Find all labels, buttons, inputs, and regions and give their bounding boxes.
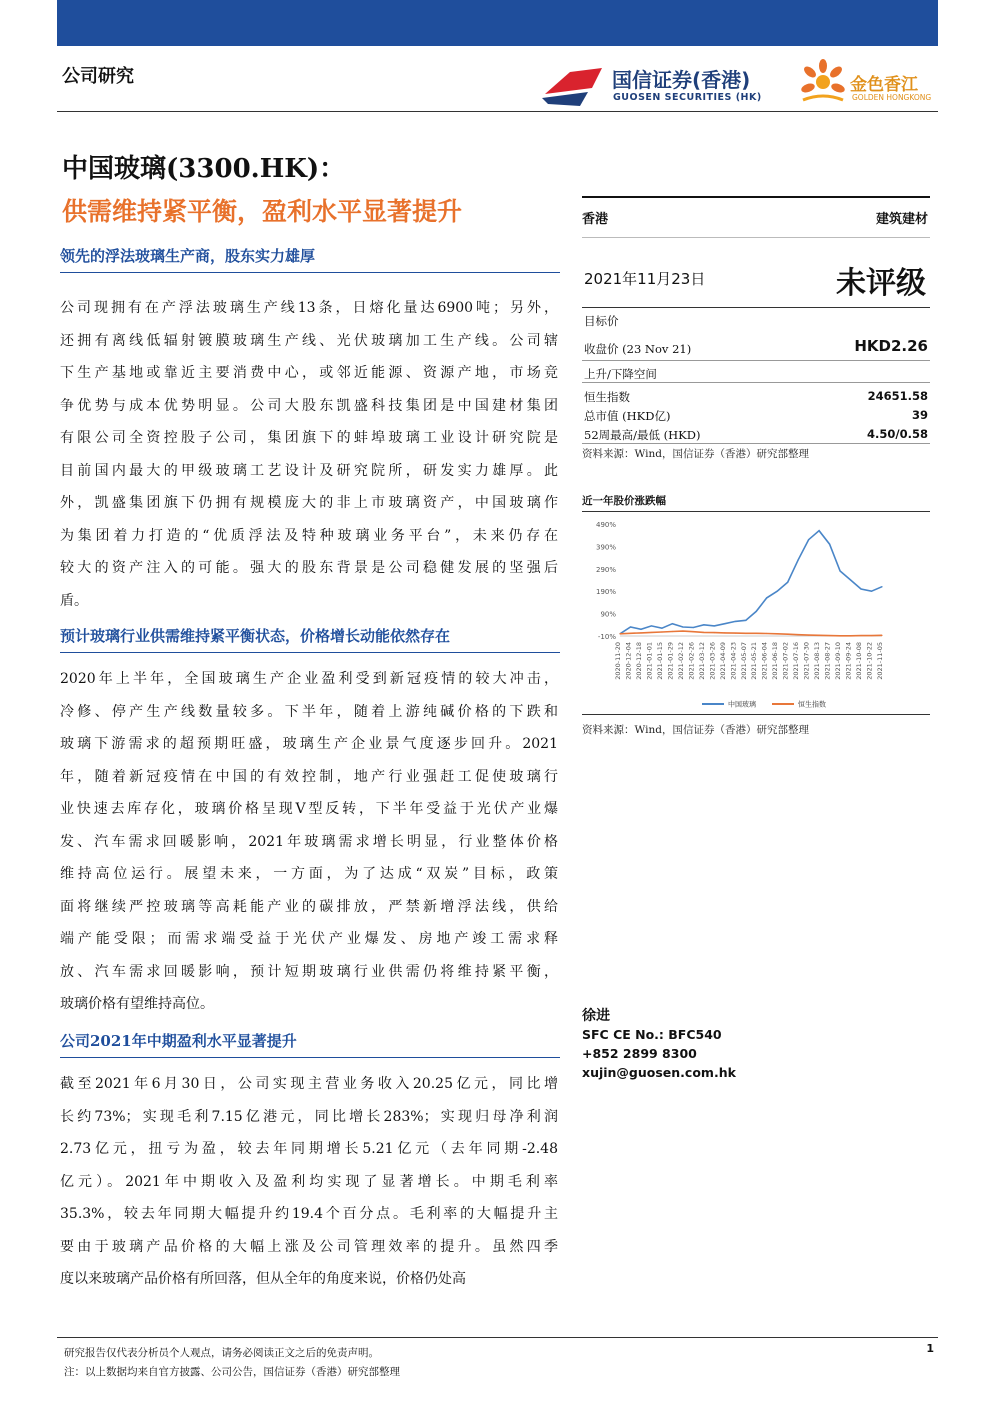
data-point — [777, 591, 778, 592]
analyst-sfc: SFC CE No.: BFC540 — [582, 1027, 722, 1042]
data-point — [819, 530, 820, 531]
data-point — [682, 630, 683, 631]
x-tick-label: 2021-04-09 — [718, 642, 727, 680]
data-point — [672, 631, 673, 632]
data-point — [714, 625, 715, 626]
data-point — [735, 621, 736, 622]
x-tick-label: 2021-11-05 — [876, 642, 884, 680]
data-point — [703, 632, 704, 633]
footer-disclaimer: 研究报告仅代表分析员个人观点，请务必阅读正文之后的免责声明。 — [64, 1347, 379, 1359]
data-point — [661, 628, 662, 629]
sidebar-rule — [582, 237, 930, 238]
x-tick-label: 2020-12-18 — [634, 642, 643, 680]
data-point — [777, 633, 778, 634]
section-body-2: 2020年上半年，全国玻璃生产企业盈利受到新冠疫情的较大冲击， 冷修、停产生产线数量较多。下半年，随着上游纯碱价格的下跌和 玻璃下游需求的超预期旺盛，玻璃生产企业景气度逐步回升。2021 年，随着新冠疫情在中国的有效控制，地产行业强赶工促使玻璃行 业快速去库存化，玻璃价格呈现V型反转，下半年受益于光伏产业爆 发、汽车需求回暖影响，2021年玻璃需求增长明显，行业整体价格 维持高位运行。展望未来，一方面，为了达成“双炭”目标，政策 面将继续严控玻璃等高耗能产业的碳排放，严禁新增浮法线，供给 端产能受限；而需求端受益于光伏产业爆发、房地产竣工需求释 放、汽车需求回暖影响，预计短期玻璃行业供需仍将维持紧平衡， 玻璃价格有望维持高位。 — [60, 671, 558, 1012]
x-tick-label: 2021-02-26 — [687, 642, 696, 680]
section-label: 公司研究 — [62, 66, 134, 87]
data-point — [630, 633, 631, 634]
section-body-1: 公司现拥有在产浮法玻璃生产线13条，日熔化量达6900吨；另外， 还拥有离线低辐射镀膜玻璃生产线、光伏玻璃加工生产线。公司辖 下生产基地或靠近主要消费中心，或邻近能源、资源产地，市场竞 争优势与成本优势明显。公司大股东凯盛科技集团是中国建材集团 有限公司全资控股子公司，集团旗下的蚌埠玻璃工业设计研究院是 目前国内最大的甲级玻璃工艺设计及研究院所，研发实力雄厚。此 外，凯盛集团旗下仍拥有规模庞大的非上市玻璃资产，中国玻璃作 为集团着力打造的“优质浮法及特种玻璃业务平台”，未来仍存在 较大的资产注入的可能。强大的股东背景是公司稳健发展的坚强后 盾。 — [60, 300, 558, 609]
x-tick-label: 2021-01-15 — [655, 642, 664, 680]
footer-note: 注：以上数据均来自官方披露、公司公告，国信证券（香港）研究部整理 — [64, 1366, 400, 1378]
data-point — [860, 588, 861, 589]
report-date: 2021年11月23日 — [584, 270, 706, 288]
y-tick-label: 490% — [595, 521, 616, 529]
data-point — [693, 627, 694, 628]
x-tick-label: 2021-08-13 — [813, 642, 822, 680]
kv-hsi: 恒生指数 24651.58 — [584, 389, 928, 404]
section-heading-3: 公司2021年中期盈利水平显著提升 — [60, 1030, 560, 1058]
x-tick-label: 2021-02-12 — [676, 642, 685, 680]
kv-52w-range: 52周最高/最低 (HKD) 4.50/0.58 — [582, 424, 930, 444]
data-point — [703, 624, 704, 625]
x-tick-label: 2021-06-04 — [760, 642, 769, 680]
data-point — [693, 631, 694, 632]
legend-label: 中国玻璃 — [728, 700, 756, 709]
data-point — [651, 625, 652, 626]
top-color-bar — [57, 0, 938, 46]
chart-top-rule — [582, 511, 930, 512]
data-point — [808, 635, 809, 636]
data-point — [881, 586, 882, 587]
data-point — [745, 633, 746, 634]
y-tick-label: 290% — [595, 565, 616, 574]
y-tick-label: 190% — [595, 588, 616, 597]
section-heading-1: 领先的浮法玻璃生产商，股东实力雄厚 — [60, 245, 560, 273]
kv-market-cap: 总市值 (HKD亿) 39 — [584, 408, 928, 423]
data-point — [735, 632, 736, 633]
x-tick-label: 2021-10-08 — [855, 642, 864, 680]
data-point — [860, 635, 861, 636]
x-tick-label: 2021-07-30 — [802, 642, 811, 680]
data-point — [766, 597, 767, 598]
analyst-phone: +852 2899 8300 — [582, 1046, 697, 1061]
golden-hongkong-logo-cn: 金色香江 — [850, 75, 918, 95]
kv-target-price: 目标价 — [584, 314, 619, 328]
series-line-china-glass — [620, 531, 882, 634]
y-tick-label: -10% — [597, 633, 616, 641]
x-tick-label: 2021-03-26 — [708, 642, 717, 680]
report-title: 中国玻璃(3300.HK)： — [62, 154, 346, 184]
x-tick-label: 2021-09-10 — [834, 642, 843, 680]
source-note-2: 资料来源：Wind，国信证券（香港）研究部整理 — [582, 724, 809, 736]
y-tick-label: 90% — [600, 610, 616, 619]
legend-label: 恒生指数 — [798, 700, 826, 709]
analyst-name: 徐进 — [582, 1008, 610, 1024]
data-point — [839, 570, 840, 571]
sidebar-top-rule — [582, 196, 930, 198]
chart-bottom-rule — [582, 714, 930, 715]
data-point — [640, 632, 641, 633]
data-point — [839, 635, 840, 636]
data-point — [850, 579, 851, 580]
x-tick-label: 2021-03-12 — [697, 642, 706, 680]
section-body-3: 截至2021年6月30日，公司实现主营业务收入20.25亿元，同比增 长约73%；实现毛利7.15亿港元，同比增长283%；实现归母净利润 2.73亿元，扭亏为盈，较去年同期增长5.21亿元（去年同期-2.48 亿元）。2021年中期收入及盈利均实现了显著增长。中期毛利率 35.3%，较去年同期大幅提升约19.4个百分点。毛利率的大幅提升主 要由于玻璃产品价格的大幅上涨及公司管理效率的提升。虽然四季 度以来玻璃产品价格有所回落，但从全年的角度来说，价格仍处高 — [60, 1076, 558, 1287]
report-subtitle: 供需维持紧平衡，盈利水平显著提升 — [62, 197, 463, 226]
section-heading-2: 预计玻璃行业供需维持紧平衡状态，价格增长动能依然存在 — [60, 625, 560, 653]
x-tick-label: 2021-05-21 — [750, 642, 759, 680]
x-tick-label: 2021-06-18 — [771, 642, 780, 680]
data-point — [724, 623, 725, 624]
sidebar-location: 香港 — [582, 212, 609, 227]
series-line-hsi — [620, 631, 882, 636]
footer-rule — [57, 1337, 938, 1338]
x-tick-label: 2021-08-27 — [823, 642, 832, 680]
chart-title: 近一年股价涨跌幅 — [582, 495, 666, 507]
x-tick-label: 2021-01-01 — [645, 642, 654, 680]
data-point — [661, 631, 662, 632]
x-tick-label: 2021-07-16 — [792, 642, 801, 680]
data-point — [745, 620, 746, 621]
data-point — [756, 633, 757, 634]
golden-hongkong-logo-icon — [798, 58, 848, 108]
rating-label: 未评级 — [836, 266, 926, 301]
data-point — [640, 629, 641, 630]
data-point — [766, 633, 767, 634]
data-point — [819, 635, 820, 636]
x-tick-label: 2021-01-29 — [666, 642, 675, 680]
data-point — [871, 591, 872, 592]
header-divider — [57, 111, 938, 112]
sidebar-sector: 建筑建材 — [875, 212, 928, 227]
data-point — [850, 635, 851, 636]
data-point — [798, 634, 799, 635]
x-tick-label: 2021-04-23 — [729, 642, 738, 680]
data-point — [829, 544, 830, 545]
sidebar-rule-2 — [582, 307, 930, 308]
data-point — [682, 626, 683, 627]
x-tick-label: 2021-10-22 — [865, 642, 874, 680]
price-change-chart — [582, 514, 930, 712]
x-tick-label: 2021-09-24 — [844, 642, 853, 680]
data-point — [756, 611, 757, 612]
page-number: 1 — [926, 1342, 934, 1355]
data-point — [871, 635, 872, 636]
data-point — [724, 632, 725, 633]
analyst-email[interactable]: xujin@guosen.com.hk — [582, 1065, 736, 1080]
data-point — [808, 539, 809, 540]
data-point — [798, 559, 799, 560]
data-point — [881, 635, 882, 636]
data-point — [714, 632, 715, 633]
kv-upside: 上升/下降空间 — [582, 363, 930, 383]
data-point — [787, 634, 788, 635]
source-note-1: 资料来源：Wind，国信证券（香港）研究部整理 — [582, 448, 809, 460]
data-point — [651, 632, 652, 633]
x-tick-label: 2021-05-07 — [739, 642, 748, 680]
guosen-logo-en: GUOSEN SECURITIES (HK) — [613, 92, 762, 103]
data-point — [829, 635, 830, 636]
guosen-logo-cn: 国信证券(香港) — [612, 68, 751, 92]
x-tick-label: 2021-07-02 — [781, 642, 790, 680]
x-tick-label: 2020-11-20 — [614, 642, 622, 680]
y-tick-label: 390% — [595, 543, 616, 552]
data-point — [672, 623, 673, 624]
kv-close-price: 收盘价 (23 Nov 21) HKD2.26 — [582, 337, 930, 361]
golden-hongkong-logo-en: GOLDEN HONGKONG — [852, 93, 932, 102]
data-point — [787, 582, 788, 583]
data-point — [630, 626, 631, 627]
x-tick-label: 2020-12-04 — [624, 642, 633, 680]
data-point — [619, 633, 620, 634]
